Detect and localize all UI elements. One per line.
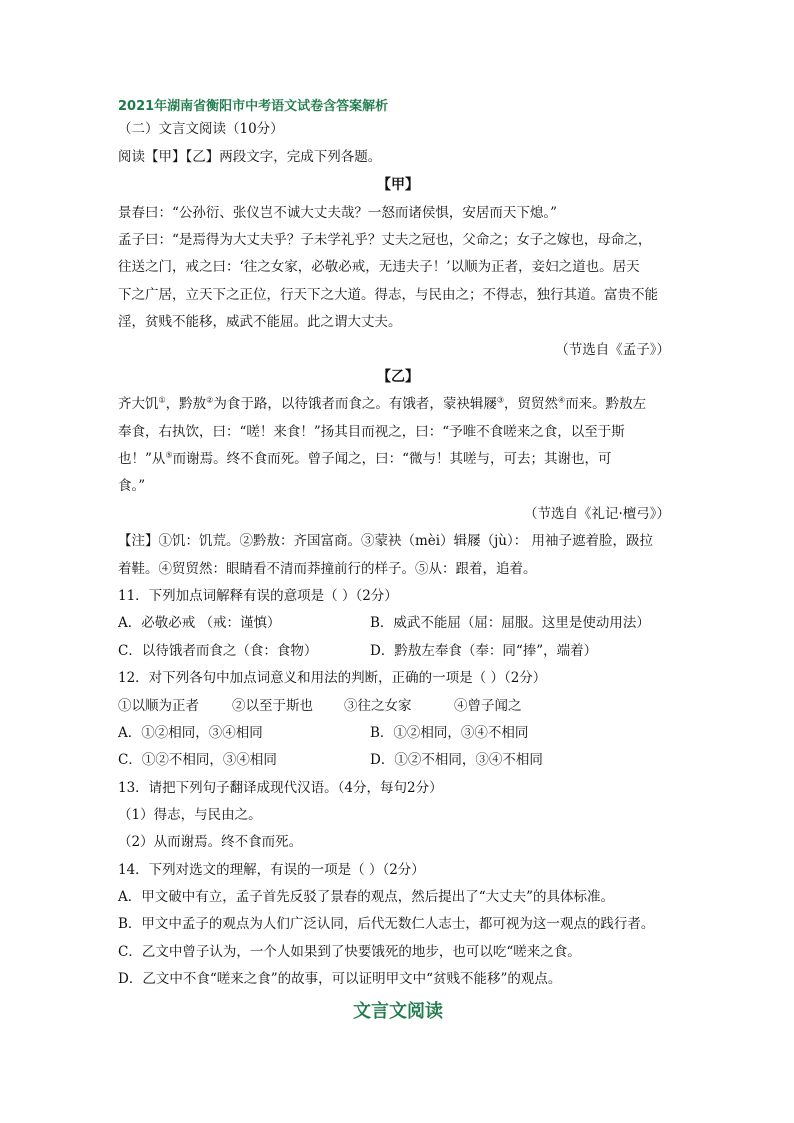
question-12-item: ②以至于斯也 xyxy=(232,698,313,714)
text-run: 为食于路，以待饿者而食之。有饿者，蒙袂辑屦 xyxy=(213,396,497,412)
question-11-stem: 11．下列加点词解释有误的意项是（ ）（2分） xyxy=(118,588,398,604)
passage-jia-line: 往送之门，戒之曰：‘往之女家，必敬必戒，无违夫子！’以顺为正者，妾妇之道也。居天 xyxy=(118,259,640,275)
passage-yi-source: （节选自《礼记·檀弓》） xyxy=(523,506,670,522)
annotation-line: 【注】①饥：饥荒。②黔敖：齐国富商。③蒙袂（mèi）辑屦（jù）： 用袖子遮着脸，趿拉 xyxy=(118,533,654,549)
question-13-item: （2）从而谢焉。终不食而死。 xyxy=(118,834,303,850)
footnote-mark: ⑤ xyxy=(165,450,173,460)
question-12-stem: 12．对下列各句中加点词意义和用法的判断，正确的一项是（ ）（2分） xyxy=(118,670,547,686)
passage-yi-line xyxy=(118,449,611,469)
footnote-mark: ③ xyxy=(496,395,505,405)
passage-jia-line: 淫，贫贱不能移，威武不能屈。此之谓大丈夫。 xyxy=(118,314,402,330)
question-13-item: （1）得志，与民由之。 xyxy=(118,807,262,823)
question-11-option-d: D．黔敖左奉食（奉：同“捧”，端着） xyxy=(370,643,598,659)
footer-section-title: 文言文阅读 xyxy=(353,1001,443,1022)
question-12-item: ④曾子闻之 xyxy=(454,698,522,714)
question-14-option-a: A．甲文破中有立，孟子首先反驳了景春的观点，然后提出了“大丈夫”的具体标准。 xyxy=(118,889,615,905)
passage-jia-line: 孟子曰：“是焉得为大丈夫乎？子未学礼乎？丈夫之冠也，父命之；女子之嫁也，母命之， xyxy=(118,232,652,248)
question-11-option-c: C．以待饿者而食之（食：食物） xyxy=(118,643,318,659)
question-13-stem: 13．请把下列句子翻译成现代汉语。（4分，每句2分） xyxy=(118,780,443,796)
reading-instruction: 阅读【甲】【乙】两段文字，完成下列各题。 xyxy=(118,149,382,165)
passage-yi-line xyxy=(118,394,646,414)
text-run: 而来。黔敖左 xyxy=(565,396,647,412)
question-14-stem: 14．下列对选文的理解，有误的一项是（ ）（2分） xyxy=(118,862,425,878)
question-12-option-d: D．①②不相同，③④不相同 xyxy=(370,752,543,768)
footnote-mark: ① xyxy=(158,395,166,405)
passage-yi-label: 【乙】 xyxy=(377,369,419,385)
question-12-option-a: A．①②相同，③④相同 xyxy=(118,725,263,741)
passage-jia-source: （节选自《孟子》） xyxy=(555,342,670,358)
question-14-option-c: C．乙文中曾子认为，一个人如果到了快要饿死的地步，也可以吃“嗟来之食。 xyxy=(118,944,581,960)
passage-yi-line: 奉食，右执饮，曰：“嗟！来食！”扬其目而视之，曰：“予唯不食嗟来之食，以至于斯 xyxy=(118,424,625,440)
passage-jia-line: 下之广居，立天下之正位，行天下之大道。得志，与民由之；不得志，独行其道。富贵不能 xyxy=(118,287,658,303)
passage-jia-label: 【甲】 xyxy=(377,177,419,193)
document-title: 2021年湖南省衡阳市中考语文试卷含答案解析 xyxy=(118,99,389,114)
question-11-option-a: A．必敬必戒 （戒：谨慎） xyxy=(118,615,281,631)
annotation-line: 着鞋。④贸贸然：眼睛看不清而莽撞前行的样子。⑤从：跟着，追着。 xyxy=(118,561,537,577)
question-12-item: ①以顺为正者 xyxy=(118,698,199,714)
text-run: ，贸贸然 xyxy=(504,396,559,412)
question-12-option-c: C．①②不相同，③④相同 xyxy=(118,752,277,768)
question-12-option-b: B．①②相同，③④不相同 xyxy=(370,725,529,741)
text-run: ，黔敖 xyxy=(165,396,207,412)
question-12-item: ③往之女家 xyxy=(344,698,412,714)
text-run: 而谢焉。终不食而死。曾子闻之，曰：“微与！其嗟与，可去；其谢也，可 xyxy=(172,451,612,467)
footnote-mark: ② xyxy=(206,395,214,405)
section-heading: （二）文言文阅读（10分） xyxy=(118,121,284,137)
question-11-option-b: B．威武不能屈（屈：屈服。这里是使动用法） xyxy=(370,615,650,631)
passage-yi-line: 食。” xyxy=(118,478,146,494)
footnote-mark: ④ xyxy=(558,395,566,405)
text-run: 齐大饥 xyxy=(118,396,159,412)
text-run: 也！”从 xyxy=(118,451,166,467)
question-14-option-b: B．甲文中孟子的观点为人们广泛认同，后代无数仁人志士，都可视为这一观点的践行者。 xyxy=(118,916,655,932)
passage-jia-line: 景春曰：“公孙衍、张仪岂不诚大丈夫哉？一怒而诸侯惧，安居而天下熄。” xyxy=(118,205,558,221)
question-14-option-d: D．乙文中不食“嗟来之食”的故事，可以证明甲文中“贫贱不能移”的观点。 xyxy=(118,971,562,987)
